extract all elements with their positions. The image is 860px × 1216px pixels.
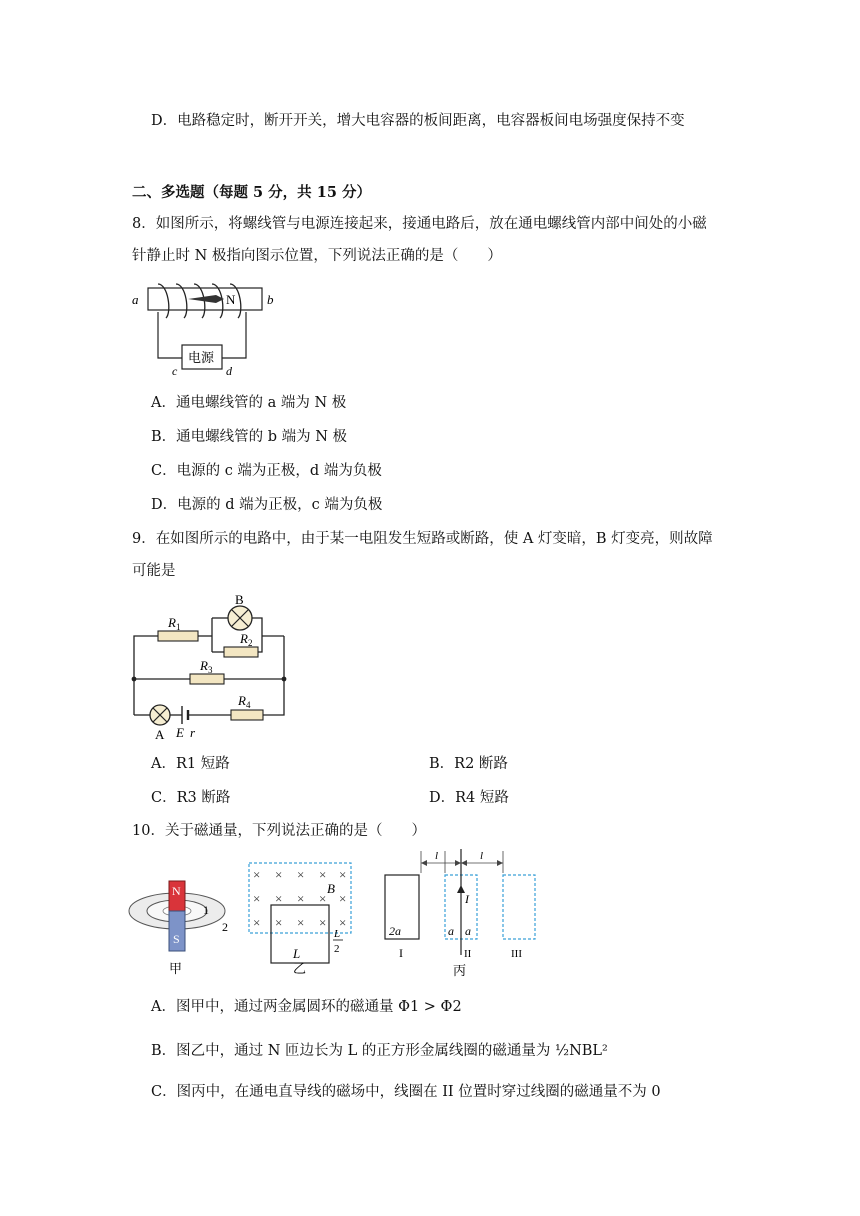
q9-circuit-figure bbox=[128, 590, 293, 740]
svg-text:乙: 乙 bbox=[293, 961, 307, 976]
svg-text:N: N bbox=[172, 884, 181, 898]
svg-text:a: a bbox=[465, 924, 471, 938]
svg-text:×: × bbox=[253, 915, 261, 930]
q8-solenoid-figure bbox=[128, 282, 278, 378]
label-r1: $R_1$ bbox=[168, 615, 181, 632]
svg-text:B: B bbox=[327, 881, 335, 896]
q9-stem-line2: 可能是 bbox=[132, 563, 176, 579]
q8-stem-line2: 针静止时 N 极指向图示位置，下列说法正确的是（ ） bbox=[132, 248, 502, 264]
q9-option-c: C．R3 断路 bbox=[151, 790, 231, 806]
q10-figures bbox=[125, 845, 545, 985]
q10-stem: 10．关于磁通量，下列说法正确的是（ ） bbox=[132, 823, 426, 839]
label-r3: $R_3$ bbox=[200, 658, 213, 675]
section-title: 二、多选题（每题 5 分，共 15 分） bbox=[132, 184, 371, 201]
svg-text:×: × bbox=[319, 867, 327, 882]
svg-text:×: × bbox=[275, 891, 283, 906]
svg-text:2a: 2a bbox=[389, 924, 401, 938]
q8-option-a: A．通电螺线管的 a 端为 N 极 bbox=[151, 395, 347, 411]
figure-yi bbox=[249, 863, 351, 976]
svg-text:×: × bbox=[297, 915, 305, 930]
q8-option-c: C．电源的 c 端为正极，d 端为负极 bbox=[151, 463, 382, 479]
resistor-r3 bbox=[190, 674, 224, 684]
fig-label-n: N bbox=[226, 292, 236, 307]
svg-text:×: × bbox=[319, 915, 327, 930]
fig-label-b: b bbox=[267, 292, 274, 307]
svg-text:甲: 甲 bbox=[169, 961, 183, 976]
svg-text:2: 2 bbox=[222, 920, 228, 934]
svg-text:×: × bbox=[319, 891, 327, 906]
coil-position-3 bbox=[503, 875, 535, 939]
svg-text:S: S bbox=[173, 932, 180, 946]
svg-text:×: × bbox=[297, 867, 305, 882]
svg-text:I: I bbox=[465, 892, 469, 906]
label-lamp-b: B bbox=[235, 592, 244, 607]
svg-text:×: × bbox=[253, 867, 261, 882]
svg-text:a: a bbox=[448, 924, 454, 938]
q10-option-c: C．图丙中，在通电直导线的磁场中，线圈在 II 位置时穿过线圈的磁通量不为 0 bbox=[151, 1084, 661, 1100]
q10-option-a: A．图甲中，通过两金属圆环的磁通量 Φ1 > Φ2 bbox=[151, 999, 462, 1015]
svg-text:×: × bbox=[339, 891, 347, 906]
figure-bing bbox=[385, 849, 535, 978]
svg-text:×: × bbox=[339, 867, 347, 882]
svg-text:l: l bbox=[480, 850, 484, 862]
svg-text:×: × bbox=[253, 891, 261, 906]
svg-text:III: III bbox=[511, 948, 522, 960]
figure-jia bbox=[129, 881, 228, 976]
resistor-r4 bbox=[231, 710, 263, 720]
compass-needle bbox=[188, 295, 224, 303]
fig-label-source: 电源 bbox=[188, 350, 215, 365]
q9-stem-line1: 9．在如图所示的电路中，由于某一电阻发生短路或断路，使 A 灯变暗，B 灯变亮，则故障 bbox=[132, 531, 713, 547]
fig-label-a: a bbox=[132, 292, 139, 307]
svg-text:×: × bbox=[339, 915, 347, 930]
q8-option-b: B．通电螺线管的 b 端为 N 极 bbox=[151, 429, 348, 445]
q8-option-d: D．电源的 d 端为正极，c 端为负极 bbox=[151, 497, 383, 513]
q9-option-d: D．R4 短路 bbox=[429, 790, 509, 806]
svg-text:I: I bbox=[399, 946, 403, 960]
label-internal-r: r bbox=[190, 725, 196, 740]
label-lamp-a: A bbox=[155, 727, 165, 742]
svg-text:丙: 丙 bbox=[453, 963, 467, 978]
q10-option-b: B．图乙中，通过 N 匝边长为 L 的正方形金属线圈的磁通量为 ½NBL² bbox=[151, 1043, 608, 1059]
q7-option-d: D．电路稳定时，断开开关，增大电容器的板间距离，电容器板间电场强度保持不变 bbox=[151, 113, 685, 129]
label-emf: E bbox=[176, 725, 184, 740]
label-r4: $R_4$ bbox=[238, 693, 251, 710]
svg-text:×: × bbox=[297, 891, 305, 906]
svg-text:L: L bbox=[334, 928, 341, 940]
q9-option-a: A．R1 短路 bbox=[151, 756, 230, 772]
svg-text:2: 2 bbox=[334, 943, 340, 955]
svg-text:1: 1 bbox=[203, 903, 209, 917]
q9-option-b: B．R2 断路 bbox=[429, 756, 508, 772]
svg-text:×: × bbox=[275, 915, 283, 930]
q8-stem-line1: 8．如图所示，将螺线管与电源连接起来，接通电路后，放在通电螺线管内部中间处的小磁 bbox=[132, 216, 707, 232]
fig-label-d: d bbox=[226, 364, 232, 378]
label-r2: $R_2$ bbox=[240, 631, 253, 648]
svg-text:×: × bbox=[275, 867, 283, 882]
svg-text:II: II bbox=[464, 948, 472, 960]
fig-label-c: c bbox=[172, 364, 178, 378]
svg-text:l: l bbox=[435, 850, 439, 862]
resistor-r1 bbox=[158, 631, 198, 641]
resistor-r2 bbox=[224, 647, 258, 657]
svg-text:L: L bbox=[293, 946, 301, 961]
